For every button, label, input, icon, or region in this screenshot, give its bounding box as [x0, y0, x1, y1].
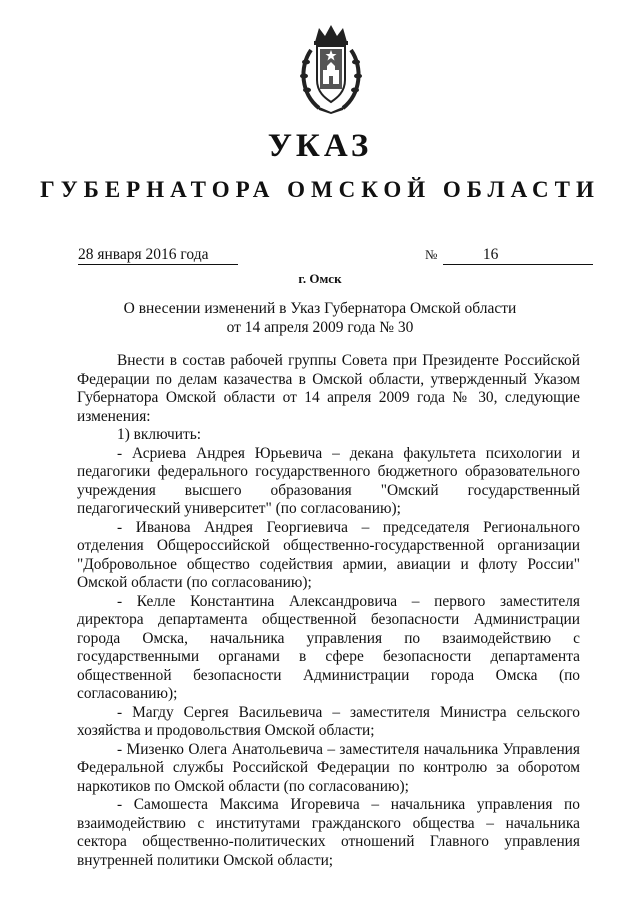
subject-line-1: О внесении изменений в Указ Губернатора Омской области	[123, 300, 517, 317]
intro-paragraph: Внести в состав рабочей группы Совета при Президенте Российской Федерации по делам казачества в Омской области, утвержденный Указом Губернатора Омской области от 14 апреля 2009 года № 30, следующие изменения:	[77, 352, 580, 425]
entry-paragraph: - Магду Сергея Васильевича – заместителя Министра сельского хозяйства и продовольствия Омской области;	[77, 703, 580, 739]
document-number	[425, 246, 593, 265]
document-body	[77, 352, 580, 870]
entry-paragraph: - Мизенко Олега Анатольевича – заместителя начальника Управления Федеральной службы Российской Федерации по контролю за оборотом наркотиков по Омской области (по согласованию);	[77, 740, 580, 795]
document-city: г. Омск	[298, 271, 342, 286]
item-heading: 1) включить:	[117, 426, 202, 443]
document-subject	[0, 300, 640, 337]
entry-paragraph: - Асриева Андрея Юрьевича – декана факультета психологии и педагогики федерального государственного бюджетного образовательного учреждения высшего образования "Омский государственный педагогический университет" (по согласованию);	[77, 444, 580, 517]
number-sign: №	[425, 247, 438, 262]
entry-paragraph: - Келле Константина Александровича – первого заместителя директора департамента общественной безопасности Администрации города Омска, начальника управления по взаимодействию с государственными органами в сфере безопасности департамента общественной безопасности Администрации города Омска (по согласованию);	[77, 592, 580, 702]
document-date: 28 января 2016 года	[78, 246, 238, 265]
document-title: УКАЗ	[267, 128, 373, 164]
subject-line-2: от 14 апреля 2009 года № 30	[226, 318, 414, 336]
number-value: 16	[443, 246, 593, 265]
entry-paragraph: - Самошеста Максима Игоревича – начальника управления по взаимодействию с институтами гражданского общества – начальника сектора общественно-политических отношений Главного управления внутренней политики Омской области;	[77, 796, 580, 869]
coat-of-arms-icon	[297, 22, 365, 114]
document-subtitle: ГУБЕРНАТОРА ОМСКОЙ ОБЛАСТИ	[40, 177, 600, 202]
entry-paragraph: - Иванова Андрея Георгиевича – председателя Регионального отделения Общероссийской общественно-государственной организации "Добровольное общество содействия армии, авиации и флоту России" Омской области (по согласованию);	[77, 518, 580, 591]
